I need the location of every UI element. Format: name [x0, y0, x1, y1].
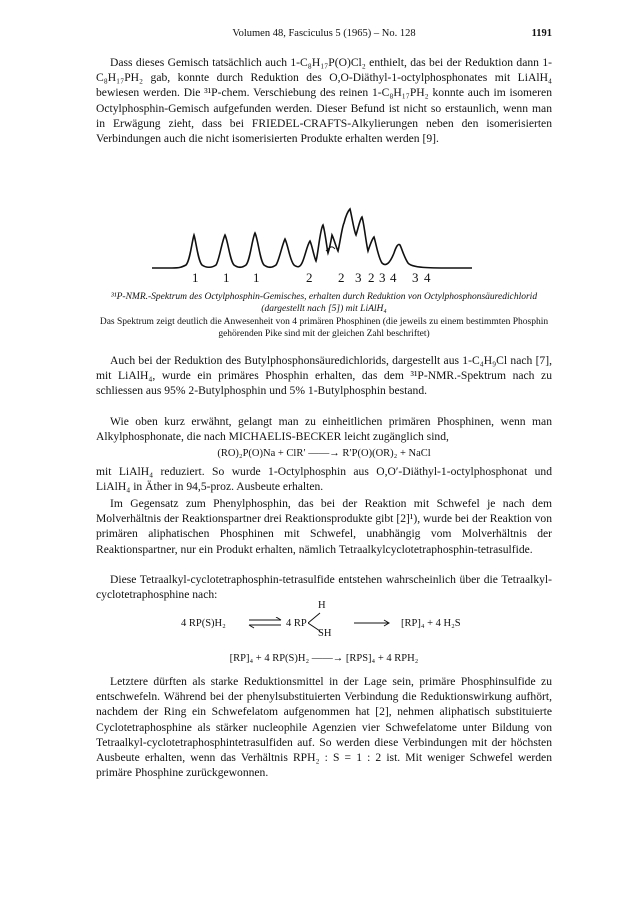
paragraph-2: Auch bei der Reduktion des Butylphosphonsäuredichlorids, dargestellt aus 1-C₄H₉Cl nach [7], mit LiAlH₄, wurde ein primäres Phosphin erhalten, das dem ³¹P-NMR.-Spektrum nach zu schliessen aus 95% 2-Butylphosphin und 5% 1-Butylphosphin bestand.	[96, 354, 552, 398]
figure-caption-note: Das Spektrum zeigt deutlich die Anwesenheit von 4 primären Phosphinen (die jeweils zu einem bestimmten Phosphin gehörenden Pike sind mit der gleichen Zahl beschriftet)	[99, 317, 549, 339]
substituent-sh: SH	[318, 628, 332, 639]
peak-label: 3	[355, 270, 362, 285]
paragraph-1: Dass dieses Gemisch tatsächlich auch 1-C₈H₁₇P(O)Cl₂ enthielt, das bei der Reduktion dann 1-C₈H₁₇PH₂ gab, konnte durch Reduktion des O,O-Diäthyl-1-octylphosphonates mit LiAlH₄ bewiesen werden. Die ³¹P-chem. Verschiebung des reinen 1-C₈H₁₇PH₂ konnte auch im isomeren Octylphosphin-Gemisch aufgefunden werden. Dieser Befund ist nicht so erstaunlich, wenn man in Erwägung zieht, dass bei FRIEDEL-CRAFTS-Alkylierungen neben den isomerisierten Verbindungen auch die nicht isomerisierten Produkte erhalten werden [9].	[96, 56, 552, 146]
peak-label: 2	[338, 270, 345, 285]
paragraph-5: Im Gegensatz zum Phenylphosphin, das bei der Reaktion mit Schwefel je nach dem Molverhältnis der Reaktionspartner drei Reaktionsprodukte gibt [2]¹), wurde bei der Reaktion von primären aliphatischen Phosphinen mit Schwefel, unabhängig vom Molverhältnis der Reaktionspartner, nur ein Produkt erhalten, nämlich Tetraalkylcyclotetraphosphin-tetrasulfide.	[96, 497, 552, 556]
substituent-h: H	[318, 600, 326, 611]
peak-label: 2	[306, 270, 313, 285]
page-number: 1191	[531, 28, 552, 39]
peak-label: 4	[424, 270, 431, 285]
peak-label: 4	[390, 270, 397, 285]
equilibrium-arrow	[248, 617, 282, 629]
product: [RP]₄ + 4 H₂S	[401, 618, 461, 629]
equation-desulfurization: [RP]₄ + 4 RP(S)H₂ ——→ [RPS]₄ + 4 RPH₂	[229, 653, 419, 664]
intermediate: 4 RP	[286, 618, 307, 629]
equation-michaelis-becker: (RO)₂P(O)Na + ClR′ ——→ R′P(O)(OR)₂ + NaCl	[217, 448, 431, 459]
peak-label: 1	[253, 270, 260, 285]
spectrum-trace	[152, 209, 472, 268]
peak-label: 1	[192, 270, 199, 285]
reaction-arrow	[353, 619, 391, 627]
peak-label: 3	[412, 270, 419, 285]
paragraph-6: Diese Tetraalkyl-cyclotetraphosphin-tetrasulfide entstehen wahrscheinlich über die Tetraalkyl-cyclotetraphosphine nach:	[96, 573, 552, 602]
reactant: 4 RP(S)H₂	[181, 618, 226, 629]
paragraph-3: Wie oben kurz erwähnt, gelangt man zu einheitlichen primären Phosphinen, wenn man Alkylphosphonate, die nach MICHAELIS-BECKER leicht zugänglich sind,	[96, 415, 552, 444]
journal-info: Volumen 48, Fasciculus 5 (1965) – No. 128	[232, 28, 416, 39]
figure-caption: ³¹P-NMR.-Spektrum des Octylphosphin-Gemisches, erhalten durch Reduktion von Octylphosphonsäuredichlorid (dargestellt nach [5]) mit LiAlH₄	[110, 292, 538, 314]
nmr-spectrum	[150, 205, 475, 285]
reaction-scheme-1	[96, 600, 552, 642]
paragraph-4: mit LiAlH₄ reduziert. So wurde 1-Octylphosphin aus O,O′-Diäthyl-1-octylphosphonat und LiAlH₄ in Äther in 94,5-proz. Ausbeute erhalten.	[96, 465, 552, 494]
peak-label: 3	[379, 270, 386, 285]
peak-label: 1	[223, 270, 230, 285]
peak-label: 2	[368, 270, 375, 285]
paragraph-7: Letztere dürften als starke Reduktionsmittel in der Lage sein, primäre Phosphinsulfide zu entschwefeln. Während bei der phenylsubstituierten Verbindung die Reduktionswirkung aufhört, nachdem der Ring ein Schwefelatom aufgenommen hat [2], nehmen aliphatisch substituierte Cyclotetraphosphine als stärker nucleophile Agenzien vier Schwefelatome unter Bildung von Tetraalkyl-cyclotetraphosphintetrasulfiden auf. So werden diese Verbindungen mit der höchsten Ausbeute erhalten, wenn das Verhältnis RPH₂ : S = 1 : 2 ist. Mit weniger Schwefel werden primäre Phosphine zurückgewonnen.	[96, 675, 552, 780]
